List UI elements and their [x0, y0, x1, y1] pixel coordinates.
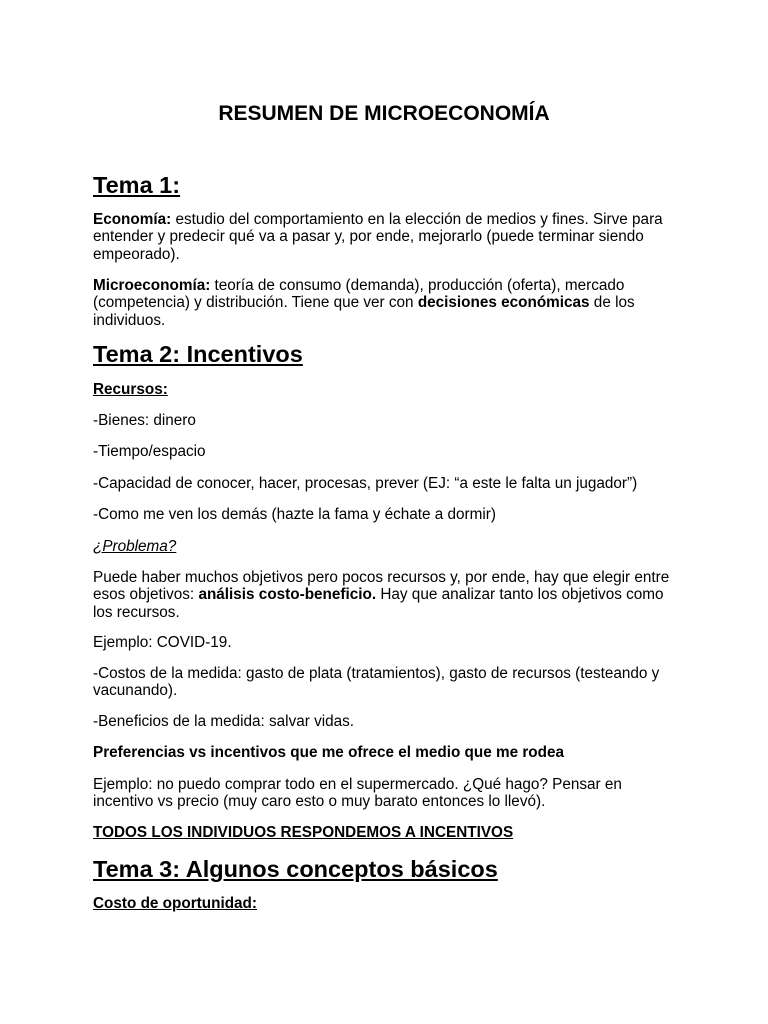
ejemplo-supermercado: Ejemplo: no puedo comprar todo en el supermercado. ¿Qué hago? Pensar en incentivo vs precio (muy caro esto o muy barato entonces lo llevó).: [93, 776, 622, 811]
item-bienes: -Bienes: dinero: [93, 412, 196, 429]
problema-label: ¿Problema?: [93, 538, 177, 555]
preferencias-heading: Preferencias vs incentivos que me ofrece el medio que me rodea: [93, 744, 564, 761]
ejemplo-covid: Ejemplo: COVID-19.: [93, 634, 232, 651]
tema-2-heading: Tema 2: Incentivos: [93, 341, 303, 367]
economia-paragraph: [93, 211, 683, 263]
costos-paragraph: -Costos de la medida: gasto de plata (tratamientos), gasto de recursos (testeando y vacunando).: [93, 665, 660, 700]
tema-3-heading: Tema 3: Algunos conceptos básicos: [93, 856, 498, 882]
beneficios-paragraph: -Beneficios de la medida: salvar vidas.: [93, 713, 355, 730]
puede-paragraph: [93, 569, 683, 621]
document-title: RESUMEN DE MICROECONOMÍA: [218, 102, 550, 125]
analisis-costo-beneficio-text: análisis costo-beneficio.: [198, 586, 377, 604]
item-tiempo: -Tiempo/espacio: [93, 443, 206, 460]
todos-individuos-statement: TODOS LOS INDIVIDUOS RESPONDEMOS A INCENTIVOS: [93, 824, 514, 841]
microeconomia-text-1: teoría de consumo (demanda), producción (oferta), mercado (competencia) y distribución. Tiene que ver con: [93, 277, 625, 312]
microeconomia-text-2: de los individuos.: [93, 294, 635, 329]
costo-oportunidad-label: Costo de oportunidad:: [93, 895, 257, 912]
puede-text-1: Puede haber muchos objetivos pero pocos recursos y, por ende, hay que elegir entre esos objetivos:: [93, 569, 670, 604]
decisiones-economicas-text: decisiones económicas: [417, 294, 590, 312]
microeconomia-label: Microeconomía:: [93, 277, 211, 294]
economia-text: estudio del comportamiento en la elección de medios y fines. Sirve para entender y predecir qué va a pasar y, por ende, mejorarlo (puede terminar siendo empeorado).: [93, 211, 663, 263]
microeconomia-paragraph: [93, 277, 683, 329]
item-capacidad: -Capacidad de conocer, hacer, procesas, prever (EJ: “a este le falta un jugador”): [93, 475, 638, 492]
item-demas: -Como me ven los demás (hazte la fama y échate a dormir): [93, 506, 496, 523]
tema-1-heading: Tema 1:: [93, 172, 181, 198]
recursos-label: Recursos:: [93, 381, 168, 398]
economia-label: Economía:: [93, 211, 172, 228]
puede-text-2: Hay que analizar tanto los objetivos como los recursos.: [93, 586, 664, 621]
